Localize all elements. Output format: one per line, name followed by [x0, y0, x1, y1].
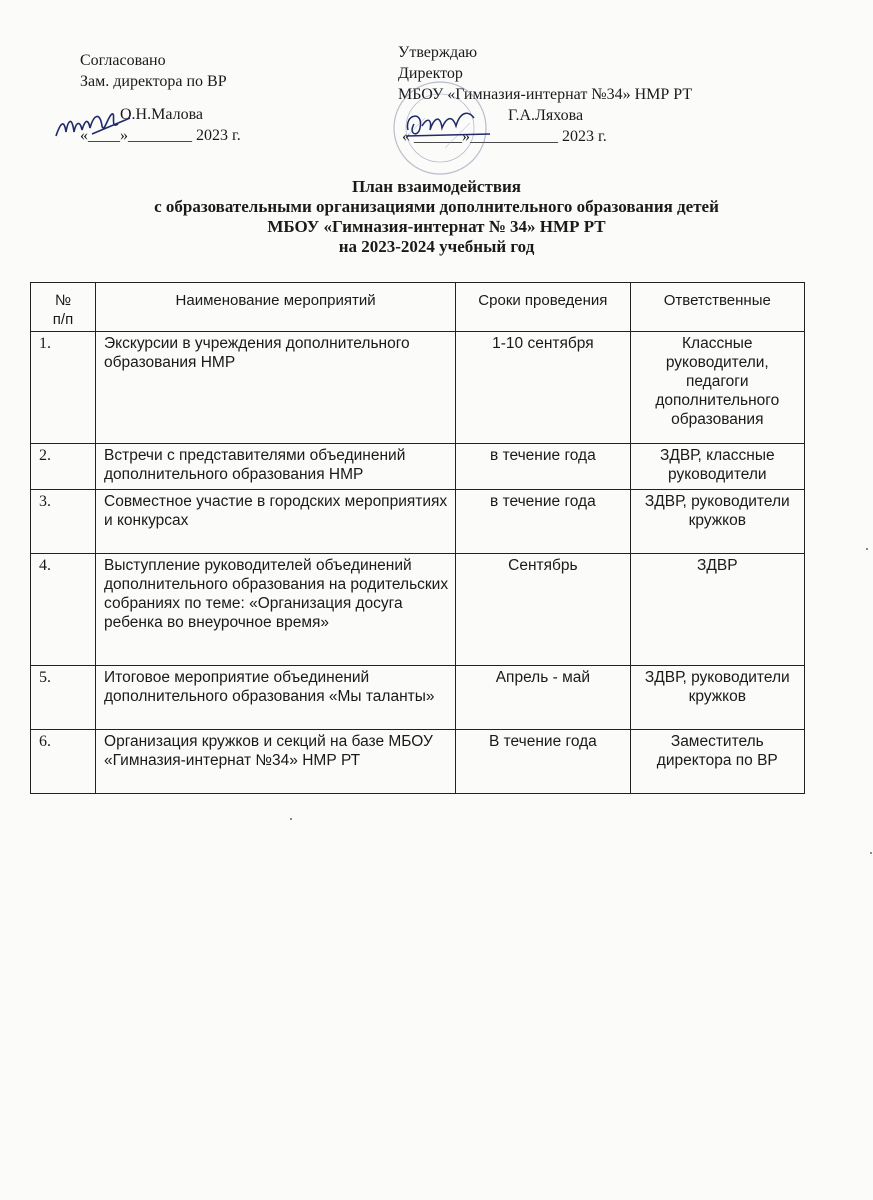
row-date: Апрель - май — [456, 666, 630, 730]
director-signature — [398, 100, 498, 146]
deputy-signature — [52, 106, 132, 148]
director-date: « ______»___________ 2023 г. — [402, 128, 607, 145]
director-name: Г.А.Ляхова — [508, 107, 584, 124]
header-date: Сроки проведения — [456, 283, 630, 332]
row-event: Совместное участие в городских мероприятиях и конкурсах — [96, 490, 456, 554]
document-title — [0, 177, 873, 257]
row-date: Сентябрь — [456, 554, 630, 666]
table-row — [31, 666, 805, 730]
row-event: Организация кружков и секций на базе МБОУ «Гимназия-интернат №34» НМР РТ — [96, 730, 456, 794]
row-num: 6. — [31, 730, 96, 794]
header-num-line2: п/п — [52, 311, 74, 328]
row-date: 1-10 сентября — [456, 332, 630, 444]
row-responsible: ЗДВР, руководители кружков — [630, 666, 804, 730]
title-line-4: на 2023-2024 учебный год — [338, 237, 535, 256]
approve-label: Утверждаю — [398, 44, 478, 61]
director-position: Директор — [398, 65, 463, 82]
scan-speck — [866, 548, 868, 550]
scan-speck — [290, 818, 292, 820]
table-row — [31, 444, 805, 490]
table-header-row — [31, 283, 805, 332]
events-table — [30, 282, 805, 794]
row-num: 4. — [31, 554, 96, 666]
row-responsible: Классные руководители, педагоги дополнительного образования — [630, 332, 804, 444]
row-date: В течение года — [456, 730, 630, 794]
row-responsible: ЗДВР, классные руководители — [630, 444, 804, 490]
row-responsible: ЗДВР — [630, 554, 804, 666]
row-num: 5. — [31, 666, 96, 730]
title-line-1: План взаимодействия — [352, 177, 521, 196]
title-line-2: с образовательными организациями дополнительного образования детей — [154, 197, 719, 216]
header-responsible: Ответственные — [630, 283, 804, 332]
header-num-line1: № — [54, 292, 72, 309]
scan-speck — [870, 852, 872, 854]
agreed-label: Согласовано — [80, 52, 166, 69]
row-event: Итоговое мероприятие объединений дополнительного образования «Мы таланты» — [96, 666, 456, 730]
row-responsible: Заместитель директора по ВР — [630, 730, 804, 794]
row-num: 2. — [31, 444, 96, 490]
row-date: в течение года — [456, 444, 630, 490]
table-row — [31, 554, 805, 666]
row-event: Экскурсии в учреждения дополнительного образования НМР — [96, 332, 456, 444]
organization-name: МБОУ «Гимназия-интернат №34» НМР РТ — [398, 86, 693, 103]
header-num — [31, 283, 96, 332]
deputy-position: Зам. директора по ВР — [80, 73, 227, 90]
row-date: в течение года — [456, 490, 630, 554]
table-row — [31, 490, 805, 554]
row-event: Встречи с представителями объединений дополнительного образования НМР — [96, 444, 456, 490]
row-event: Выступление руководителей объединений дополнительного образования на родительских собраниях по теме: «Организация досуга ребенка во внеурочное время» — [96, 554, 456, 666]
row-num: 1. — [31, 332, 96, 444]
header-name: Наименование мероприятий — [96, 283, 456, 332]
table-row — [31, 730, 805, 794]
deputy-name: О.Н.Малова — [120, 106, 204, 123]
table-row — [31, 332, 805, 444]
deputy-date: «____»________ 2023 г. — [80, 127, 241, 144]
row-responsible: ЗДВР, руководители кружков — [630, 490, 804, 554]
row-num: 3. — [31, 490, 96, 554]
title-line-3: МБОУ «Гимназия-интернат № 34» НМР РТ — [267, 217, 606, 236]
